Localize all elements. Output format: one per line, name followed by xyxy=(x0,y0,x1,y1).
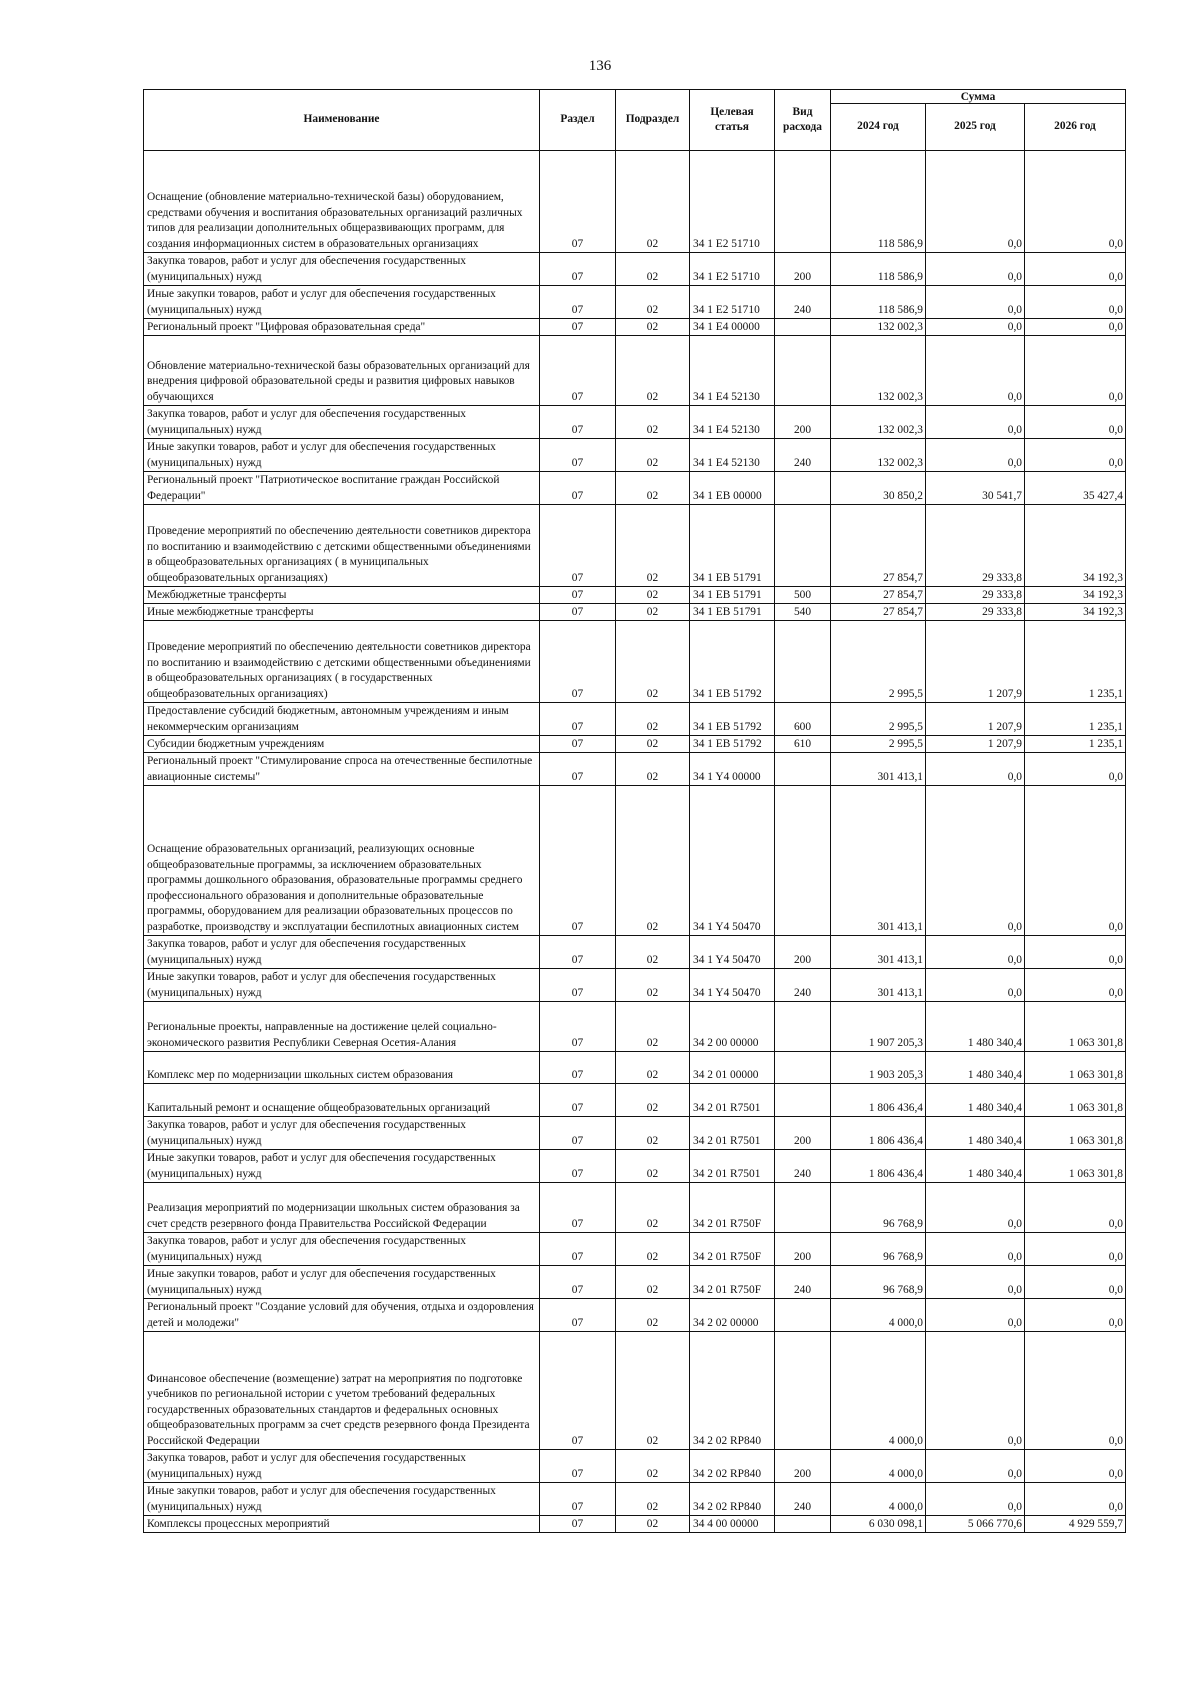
row-expense-type: 240 xyxy=(775,1266,831,1299)
row-podrazdel: 02 xyxy=(616,286,690,319)
row-sum-2024: 118 586,9 xyxy=(831,286,926,319)
row-expense-type: 240 xyxy=(775,1483,831,1516)
row-razdel: 07 xyxy=(540,1084,616,1117)
row-expense-type: 600 xyxy=(775,703,831,736)
row-sum-2024: 4 000,0 xyxy=(831,1450,926,1483)
row-name: Оснащение (обновление материально-технической базы) оборудованием, средствами обучения и воспитания образовательных организаций различных типов для реализации дополнительных общеразвивающих программ, для создания информационных систем в образовательных организациях xyxy=(144,151,540,253)
row-razdel: 07 xyxy=(540,253,616,286)
row-razdel: 07 xyxy=(540,1233,616,1266)
table-row xyxy=(144,1483,1126,1516)
row-name: Закупка товаров, работ и услуг для обеспечения государственных (муниципальных) нужд xyxy=(144,406,540,439)
budget-table xyxy=(143,89,1126,1533)
row-sum-2026: 1 063 301,8 xyxy=(1025,1002,1126,1052)
row-razdel: 07 xyxy=(540,439,616,472)
row-expense-type: 240 xyxy=(775,1150,831,1183)
row-sum-2025: 5 066 770,6 xyxy=(926,1516,1025,1533)
table-row xyxy=(144,1150,1126,1183)
row-razdel: 07 xyxy=(540,1150,616,1183)
row-target-article: 34 2 01 R750F xyxy=(690,1183,775,1233)
row-sum-2025: 1 207,9 xyxy=(926,703,1025,736)
row-sum-2025: 1 480 340,4 xyxy=(926,1150,1025,1183)
table-row xyxy=(144,1183,1126,1233)
row-sum-2025: 1 480 340,4 xyxy=(926,1052,1025,1084)
row-podrazdel: 02 xyxy=(616,1084,690,1117)
row-sum-2025: 0,0 xyxy=(926,253,1025,286)
row-podrazdel: 02 xyxy=(616,786,690,936)
row-razdel: 07 xyxy=(540,336,616,406)
row-razdel: 07 xyxy=(540,1450,616,1483)
table-row xyxy=(144,1516,1126,1533)
row-sum-2025: 0,0 xyxy=(926,753,1025,786)
row-sum-2026: 0,0 xyxy=(1025,936,1126,969)
row-target-article: 34 1 Y4 50470 xyxy=(690,786,775,936)
row-expense-type: 240 xyxy=(775,969,831,1002)
row-name: Иные закупки товаров, работ и услуг для обеспечения государственных (муниципальных) нужд xyxy=(144,1483,540,1516)
row-sum-2026: 0,0 xyxy=(1025,439,1126,472)
row-podrazdel: 02 xyxy=(616,151,690,253)
row-target-article: 34 2 01 R750F xyxy=(690,1233,775,1266)
row-sum-2024: 2 995,5 xyxy=(831,736,926,753)
row-expense-type xyxy=(775,472,831,505)
row-sum-2024: 4 000,0 xyxy=(831,1483,926,1516)
row-podrazdel: 02 xyxy=(616,621,690,703)
row-expense-type xyxy=(775,1084,831,1117)
row-target-article: 34 2 01 R7501 xyxy=(690,1150,775,1183)
row-sum-2025: 0,0 xyxy=(926,1299,1025,1332)
table-row xyxy=(144,319,1126,336)
header-2025: 2025 год xyxy=(926,104,1025,151)
row-sum-2024: 2 995,5 xyxy=(831,703,926,736)
row-target-article: 34 2 02 RP840 xyxy=(690,1483,775,1516)
table-row xyxy=(144,1002,1126,1052)
row-podrazdel: 02 xyxy=(616,1150,690,1183)
row-sum-2025: 29 333,8 xyxy=(926,587,1025,604)
row-target-article: 34 1 Y4 00000 xyxy=(690,753,775,786)
row-target-article: 34 1 Y4 50470 xyxy=(690,936,775,969)
row-sum-2026: 1 063 301,8 xyxy=(1025,1150,1126,1183)
row-sum-2024: 1 806 436,4 xyxy=(831,1150,926,1183)
row-podrazdel: 02 xyxy=(616,336,690,406)
row-podrazdel: 02 xyxy=(616,587,690,604)
row-target-article: 34 2 01 00000 xyxy=(690,1052,775,1084)
row-sum-2025: 0,0 xyxy=(926,786,1025,936)
row-razdel: 07 xyxy=(540,319,616,336)
row-podrazdel: 02 xyxy=(616,1516,690,1533)
table-row xyxy=(144,969,1126,1002)
table-row xyxy=(144,439,1126,472)
row-name: Региональный проект "Стимулирование спроса на отечественные беспилотные авиационные системы" xyxy=(144,753,540,786)
row-target-article: 34 2 01 R7501 xyxy=(690,1084,775,1117)
row-name: Реализация мероприятий по модернизации школьных систем образования за счет средств резервного фонда Правительства Российской Федерации xyxy=(144,1183,540,1233)
row-podrazdel: 02 xyxy=(616,1299,690,1332)
row-name: Финансовое обеспечение (возмещение) затрат на мероприятия по подготовке учебников по региональной истории с учетом требований федеральных государственных образовательных стандартов и федеральных основных общеобразовательных программ за счет средств резервного фонда Президента Российской Федерации xyxy=(144,1332,540,1450)
row-razdel: 07 xyxy=(540,406,616,439)
row-sum-2026: 0,0 xyxy=(1025,336,1126,406)
row-podrazdel: 02 xyxy=(616,753,690,786)
row-expense-type xyxy=(775,786,831,936)
row-target-article: 34 1 EB 51791 xyxy=(690,587,775,604)
row-target-article: 34 1 EB 51792 xyxy=(690,736,775,753)
row-sum-2024: 30 850,2 xyxy=(831,472,926,505)
row-target-article: 34 1 E4 52130 xyxy=(690,439,775,472)
row-name: Иные межбюджетные трансферты xyxy=(144,604,540,621)
row-sum-2024: 96 768,9 xyxy=(831,1233,926,1266)
row-target-article: 34 2 02 RP840 xyxy=(690,1332,775,1450)
row-sum-2025: 0,0 xyxy=(926,1233,1025,1266)
row-sum-2026: 1 063 301,8 xyxy=(1025,1084,1126,1117)
row-razdel: 07 xyxy=(540,151,616,253)
row-podrazdel: 02 xyxy=(616,1002,690,1052)
row-razdel: 07 xyxy=(540,1183,616,1233)
page-number: 136 xyxy=(588,58,612,74)
table-row xyxy=(144,1117,1126,1150)
table-row xyxy=(144,753,1126,786)
row-name: Региональный проект "Создание условий для обучения, отдыха и оздоровления детей и молодежи" xyxy=(144,1299,540,1332)
row-expense-type xyxy=(775,319,831,336)
row-sum-2024: 4 000,0 xyxy=(831,1299,926,1332)
row-name: Региональный проект "Патриотическое воспитание граждан Российской Федерации" xyxy=(144,472,540,505)
row-expense-type: 240 xyxy=(775,286,831,319)
row-podrazdel: 02 xyxy=(616,604,690,621)
row-razdel: 07 xyxy=(540,587,616,604)
row-target-article: 34 1 E4 52130 xyxy=(690,336,775,406)
row-expense-type: 200 xyxy=(775,1233,831,1266)
table-row xyxy=(144,703,1126,736)
row-name: Закупка товаров, работ и услуг для обеспечения государственных (муниципальных) нужд xyxy=(144,1233,540,1266)
row-podrazdel: 02 xyxy=(616,736,690,753)
row-name: Закупка товаров, работ и услуг для обеспечения государственных (муниципальных) нужд xyxy=(144,1450,540,1483)
row-sum-2024: 27 854,7 xyxy=(831,587,926,604)
row-expense-type: 240 xyxy=(775,439,831,472)
table-row xyxy=(144,336,1126,406)
row-name: Обновление материально-технической базы образовательных организаций для внедрения цифровой образовательной среды и развития цифровых навыков обучающихся xyxy=(144,336,540,406)
table-row xyxy=(144,286,1126,319)
row-sum-2024: 4 000,0 xyxy=(831,1332,926,1450)
row-sum-2025: 0,0 xyxy=(926,1183,1025,1233)
row-name: Закупка товаров, работ и услуг для обеспечения государственных (муниципальных) нужд xyxy=(144,253,540,286)
row-sum-2025: 0,0 xyxy=(926,336,1025,406)
row-expense-type xyxy=(775,1516,831,1533)
row-target-article: 34 1 E4 52130 xyxy=(690,406,775,439)
row-podrazdel: 02 xyxy=(616,253,690,286)
row-name: Иные закупки товаров, работ и услуг для обеспечения государственных (муниципальных) нужд xyxy=(144,969,540,1002)
row-expense-type xyxy=(775,505,831,587)
row-sum-2024: 1 806 436,4 xyxy=(831,1084,926,1117)
row-razdel: 07 xyxy=(540,1332,616,1450)
row-sum-2026: 34 192,3 xyxy=(1025,587,1126,604)
row-target-article: 34 1 E4 00000 xyxy=(690,319,775,336)
row-sum-2026: 0,0 xyxy=(1025,1483,1126,1516)
row-razdel: 07 xyxy=(540,1483,616,1516)
row-razdel: 07 xyxy=(540,286,616,319)
row-razdel: 07 xyxy=(540,1266,616,1299)
row-sum-2026: 4 929 559,7 xyxy=(1025,1516,1126,1533)
row-sum-2024: 132 002,3 xyxy=(831,439,926,472)
table-row xyxy=(144,1084,1126,1117)
table-row xyxy=(144,936,1126,969)
row-podrazdel: 02 xyxy=(616,406,690,439)
row-podrazdel: 02 xyxy=(616,439,690,472)
row-sum-2026: 0,0 xyxy=(1025,319,1126,336)
row-podrazdel: 02 xyxy=(616,703,690,736)
row-podrazdel: 02 xyxy=(616,1450,690,1483)
row-sum-2026: 0,0 xyxy=(1025,786,1126,936)
row-sum-2025: 0,0 xyxy=(926,1332,1025,1450)
row-sum-2024: 27 854,7 xyxy=(831,505,926,587)
row-name: Межбюджетные трансферты xyxy=(144,587,540,604)
row-sum-2024: 1 907 205,3 xyxy=(831,1002,926,1052)
table-row xyxy=(144,604,1126,621)
row-sum-2024: 301 413,1 xyxy=(831,753,926,786)
row-name: Закупка товаров, работ и услуг для обеспечения государственных (муниципальных) нужд xyxy=(144,1117,540,1150)
row-sum-2026: 0,0 xyxy=(1025,1183,1126,1233)
row-sum-2025: 30 541,7 xyxy=(926,472,1025,505)
table-row xyxy=(144,1233,1126,1266)
row-expense-type: 500 xyxy=(775,587,831,604)
table-row xyxy=(144,786,1126,936)
row-sum-2024: 96 768,9 xyxy=(831,1266,926,1299)
row-target-article: 34 2 00 00000 xyxy=(690,1002,775,1052)
header-podrazdel: Подраздел xyxy=(616,90,690,151)
row-sum-2024: 2 995,5 xyxy=(831,621,926,703)
row-sum-2026: 0,0 xyxy=(1025,1233,1126,1266)
table-row xyxy=(144,587,1126,604)
row-sum-2026: 0,0 xyxy=(1025,1299,1126,1332)
row-sum-2026: 34 192,3 xyxy=(1025,604,1126,621)
header-2024: 2024 год xyxy=(831,104,926,151)
row-name: Субсидии бюджетным учреждениям xyxy=(144,736,540,753)
row-podrazdel: 02 xyxy=(616,969,690,1002)
row-sum-2025: 0,0 xyxy=(926,936,1025,969)
row-sum-2024: 301 413,1 xyxy=(831,969,926,1002)
table-row xyxy=(144,1332,1126,1450)
row-name: Иные закупки товаров, работ и услуг для обеспечения государственных (муниципальных) нужд xyxy=(144,286,540,319)
table-row xyxy=(144,505,1126,587)
row-podrazdel: 02 xyxy=(616,1266,690,1299)
row-sum-2025: 0,0 xyxy=(926,1450,1025,1483)
header-summa: Сумма xyxy=(831,90,1126,104)
row-name: Иные закупки товаров, работ и услуг для обеспечения государственных (муниципальных) нужд xyxy=(144,1150,540,1183)
row-sum-2024: 6 030 098,1 xyxy=(831,1516,926,1533)
row-name: Предоставление субсидий бюджетным, автономным учреждениям и иным некоммерческим организациям xyxy=(144,703,540,736)
row-podrazdel: 02 xyxy=(616,319,690,336)
row-name: Комплекс мер по модернизации школьных систем образования xyxy=(144,1052,540,1084)
table-row xyxy=(144,736,1126,753)
table-row xyxy=(144,1450,1126,1483)
row-target-article: 34 1 EB 51792 xyxy=(690,621,775,703)
row-expense-type xyxy=(775,1052,831,1084)
table-row xyxy=(144,1299,1126,1332)
row-sum-2024: 132 002,3 xyxy=(831,319,926,336)
row-sum-2024: 118 586,9 xyxy=(831,253,926,286)
row-sum-2026: 34 192,3 xyxy=(1025,505,1126,587)
row-razdel: 07 xyxy=(540,969,616,1002)
row-expense-type xyxy=(775,1332,831,1450)
row-podrazdel: 02 xyxy=(616,936,690,969)
table-row xyxy=(144,472,1126,505)
row-target-article: 34 1 E2 51710 xyxy=(690,286,775,319)
header-2026: 2026 год xyxy=(1025,104,1126,151)
row-target-article: 34 1 EB 51792 xyxy=(690,703,775,736)
table-body xyxy=(144,151,1126,1533)
row-sum-2026: 1 063 301,8 xyxy=(1025,1052,1126,1084)
row-target-article: 34 2 01 R7501 xyxy=(690,1117,775,1150)
row-sum-2025: 1 480 340,4 xyxy=(926,1002,1025,1052)
row-sum-2026: 0,0 xyxy=(1025,286,1126,319)
row-target-article: 34 2 02 RP840 xyxy=(690,1450,775,1483)
row-podrazdel: 02 xyxy=(616,1332,690,1450)
row-expense-type: 200 xyxy=(775,406,831,439)
row-name: Закупка товаров, работ и услуг для обеспечения государственных (муниципальных) нужд xyxy=(144,936,540,969)
row-target-article: 34 2 01 R750F xyxy=(690,1266,775,1299)
row-expense-type xyxy=(775,336,831,406)
table-row xyxy=(144,621,1126,703)
table-header xyxy=(144,90,1126,151)
row-sum-2025: 1 480 340,4 xyxy=(926,1084,1025,1117)
row-podrazdel: 02 xyxy=(616,1183,690,1233)
row-sum-2025: 0,0 xyxy=(926,439,1025,472)
row-expense-type xyxy=(775,1299,831,1332)
table-row xyxy=(144,1266,1126,1299)
row-razdel: 07 xyxy=(540,472,616,505)
row-expense-type: 610 xyxy=(775,736,831,753)
row-target-article: 34 4 00 00000 xyxy=(690,1516,775,1533)
row-razdel: 07 xyxy=(540,1299,616,1332)
row-name: Оснащение образовательных организаций, реализующих основные общеобразовательные программы, за исключением образовательных программы дошкольного образования, образовательные программы среднего профессионального образования и дополнительные образовательные программы, оборудованием для реализации образовательных процессов по разработке, производству и эксплуатации беспилотных авиационных систем xyxy=(144,786,540,936)
row-podrazdel: 02 xyxy=(616,505,690,587)
row-name: Капитальный ремонт и оснащение общеобразовательных организаций xyxy=(144,1084,540,1117)
row-sum-2024: 132 002,3 xyxy=(831,336,926,406)
row-expense-type xyxy=(775,753,831,786)
row-name: Проведение мероприятий по обеспечению деятельности советников директора по воспитанию и взаимодействию с детскими общественными объединениями в общеобразовательных организациях ( в государственных общеобразовательных организациях) xyxy=(144,621,540,703)
row-podrazdel: 02 xyxy=(616,1233,690,1266)
row-sum-2026: 1 235,1 xyxy=(1025,736,1126,753)
table-row xyxy=(144,1052,1126,1084)
header-celevaya: Целевая статья xyxy=(690,90,775,151)
row-sum-2025: 0,0 xyxy=(926,319,1025,336)
row-podrazdel: 02 xyxy=(616,1117,690,1150)
header-vid: Вид расхода xyxy=(775,90,831,151)
row-sum-2026: 0,0 xyxy=(1025,253,1126,286)
row-sum-2026: 0,0 xyxy=(1025,1450,1126,1483)
row-sum-2026: 0,0 xyxy=(1025,1332,1126,1450)
row-sum-2024: 96 768,9 xyxy=(831,1183,926,1233)
table-row xyxy=(144,151,1126,253)
row-sum-2026: 1 235,1 xyxy=(1025,621,1126,703)
row-podrazdel: 02 xyxy=(616,472,690,505)
table-row xyxy=(144,253,1126,286)
header-name: Наименование xyxy=(144,90,540,151)
row-name: Проведение мероприятий по обеспечению деятельности советников директора по воспитанию и взаимодействию с детскими общественными объединениями в общеобразовательных организациях ( в муниципальных общеобразовательных организациях) xyxy=(144,505,540,587)
row-sum-2025: 1 480 340,4 xyxy=(926,1117,1025,1150)
row-sum-2025: 29 333,8 xyxy=(926,505,1025,587)
row-expense-type: 200 xyxy=(775,1450,831,1483)
row-target-article: 34 1 E2 51710 xyxy=(690,253,775,286)
row-sum-2025: 29 333,8 xyxy=(926,604,1025,621)
row-razdel: 07 xyxy=(540,604,616,621)
row-razdel: 07 xyxy=(540,736,616,753)
row-razdel: 07 xyxy=(540,703,616,736)
row-razdel: 07 xyxy=(540,621,616,703)
row-sum-2025: 0,0 xyxy=(926,151,1025,253)
row-sum-2025: 1 207,9 xyxy=(926,621,1025,703)
row-podrazdel: 02 xyxy=(616,1483,690,1516)
row-name: Региональный проект "Цифровая образовательная среда" xyxy=(144,319,540,336)
row-razdel: 07 xyxy=(540,505,616,587)
row-razdel: 07 xyxy=(540,786,616,936)
row-sum-2025: 0,0 xyxy=(926,969,1025,1002)
row-sum-2025: 0,0 xyxy=(926,286,1025,319)
row-name: Иные закупки товаров, работ и услуг для обеспечения государственных (муниципальных) нужд xyxy=(144,1266,540,1299)
row-target-article: 34 1 EB 51791 xyxy=(690,604,775,621)
row-target-article: 34 2 02 00000 xyxy=(690,1299,775,1332)
row-sum-2025: 0,0 xyxy=(926,1483,1025,1516)
row-sum-2026: 1 235,1 xyxy=(1025,703,1126,736)
row-expense-type xyxy=(775,1183,831,1233)
row-sum-2025: 0,0 xyxy=(926,1266,1025,1299)
row-target-article: 34 1 EB 51791 xyxy=(690,505,775,587)
row-sum-2024: 301 413,1 xyxy=(831,786,926,936)
row-sum-2024: 1 903 205,3 xyxy=(831,1052,926,1084)
row-expense-type: 200 xyxy=(775,1117,831,1150)
row-sum-2024: 301 413,1 xyxy=(831,936,926,969)
row-name: Региональные проекты, направленные на достижение целей социально-экономического развития Республики Северная Осетия-Алания xyxy=(144,1002,540,1052)
row-razdel: 07 xyxy=(540,1002,616,1052)
row-expense-type: 200 xyxy=(775,253,831,286)
row-name: Комплексы процессных мероприятий xyxy=(144,1516,540,1533)
row-razdel: 07 xyxy=(540,1117,616,1150)
table-row xyxy=(144,406,1126,439)
row-razdel: 07 xyxy=(540,753,616,786)
row-sum-2026: 0,0 xyxy=(1025,1266,1126,1299)
row-expense-type xyxy=(775,1002,831,1052)
row-sum-2024: 27 854,7 xyxy=(831,604,926,621)
row-razdel: 07 xyxy=(540,1052,616,1084)
row-sum-2024: 132 002,3 xyxy=(831,406,926,439)
row-expense-type xyxy=(775,621,831,703)
row-expense-type: 200 xyxy=(775,936,831,969)
row-sum-2024: 1 806 436,4 xyxy=(831,1117,926,1150)
row-target-article: 34 1 E2 51710 xyxy=(690,151,775,253)
row-razdel: 07 xyxy=(540,936,616,969)
row-sum-2026: 1 063 301,8 xyxy=(1025,1117,1126,1150)
row-sum-2025: 1 207,9 xyxy=(926,736,1025,753)
row-target-article: 34 1 EB 00000 xyxy=(690,472,775,505)
row-sum-2026: 0,0 xyxy=(1025,406,1126,439)
row-podrazdel: 02 xyxy=(616,1052,690,1084)
row-expense-type: 540 xyxy=(775,604,831,621)
row-name: Иные закупки товаров, работ и услуг для обеспечения государственных (муниципальных) нужд xyxy=(144,439,540,472)
header-razdel: Раздел xyxy=(540,90,616,151)
row-razdel: 07 xyxy=(540,1516,616,1533)
row-sum-2026: 35 427,4 xyxy=(1025,472,1126,505)
row-expense-type xyxy=(775,151,831,253)
row-sum-2026: 0,0 xyxy=(1025,753,1126,786)
row-target-article: 34 1 Y4 50470 xyxy=(690,969,775,1002)
row-sum-2026: 0,0 xyxy=(1025,151,1126,253)
row-sum-2025: 0,0 xyxy=(926,406,1025,439)
row-sum-2026: 0,0 xyxy=(1025,969,1126,1002)
row-sum-2024: 118 586,9 xyxy=(831,151,926,253)
